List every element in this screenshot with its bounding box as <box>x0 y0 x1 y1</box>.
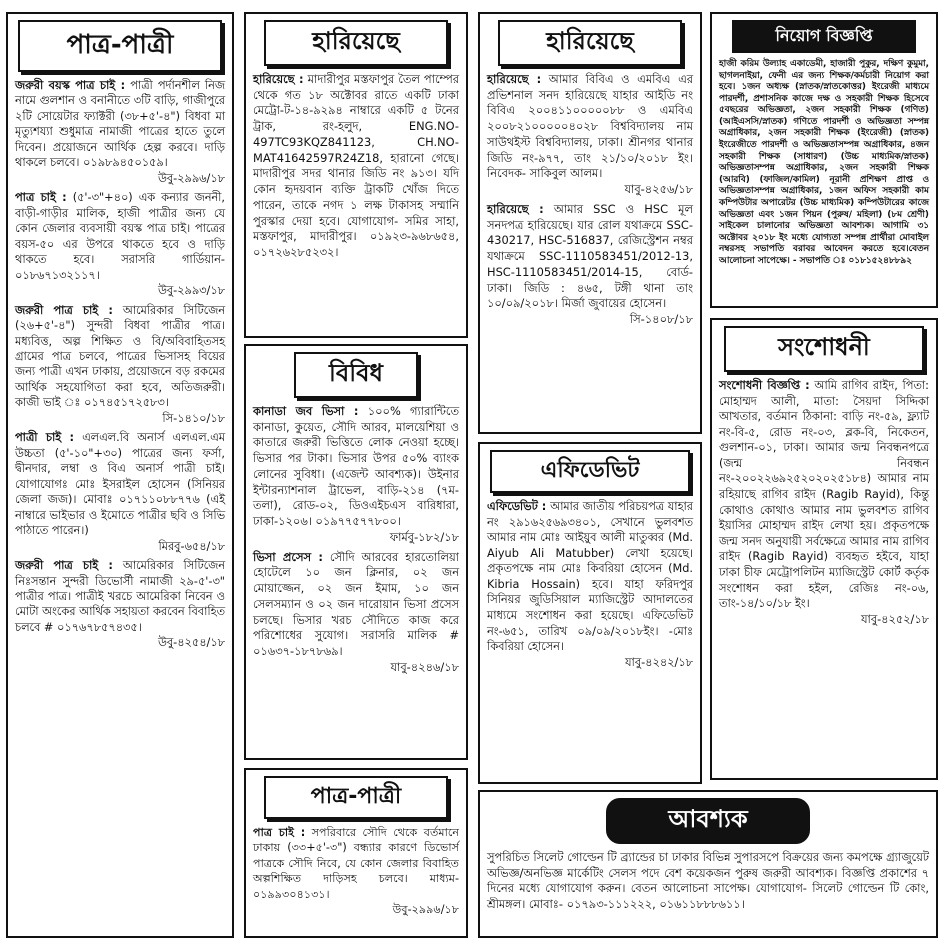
ad-lead: জরুরী পাত্র চাই : <box>15 303 113 317</box>
ad-body: সৌদি আরবের হারতোলিয়া হোটেলে ১০ জন ক্লিনার, ০২ জন মোয়াজ্জেন, ০২ জন ইমাম, ১০ জন সেলসম্যান ও ০২ জন দারোয়ান ভিসা প্রসেস চলছে। ভিসার খরচ সৌদিতে কাজ করে পরিশোধের সুযোগ। সরাসরি মালিক # ০১৬৩৭-১৮৭৮৬৯। <box>253 549 459 659</box>
ad-body: আমার SSC ও HSC মূল সনদপত্র হারিয়েছে। যার রোল যথাক্রমে SSC-430217, HSC-516837, রেজিস্ট্রেশন নম্বর যথাক্রমে SSC-1110583451/2012-13, HSC-1110583451/2014-15, বোর্ড-ঢাকা। জিডি : ৪৬৫, টঙ্গী থানা তাং ১০/০৯/২০১৮। মির্জা জুবায়ের হোসেন। <box>487 201 693 311</box>
ad-lead: কানাডা জব ভিসা : <box>253 404 359 418</box>
ad-body: আমার বিবিএ ও এমবিএ এর প্রভিশনাল সনদ হারিয়েছে যাহার আইডি নং বিবিএ ২০০৪১১০০০০০৮৮ ও এমবিএ ২০০৮২১০০০০০৪০২৮ বিশ্ববিদ্যালয় নাম সাউথইস্ট বিশ্ববিদ্যালয়, ঢাকা। শ্রীনগর থানার জিডি নং-৯৭৭, তাং ২১/১০/২০১৮ ইং। নিবেদক- সাকিবুল আলম। <box>487 72 694 181</box>
ad-lead: এফিডেভিট : <box>487 500 547 513</box>
ad-body: আমি রাগিব রাইদ, পিতা: মোহাম্মদ আলী, মাতা: সৈয়দা সিদ্দিকা আখতার, বর্তমান ঠিকানা: বাড়ি নং-৫৯, ফ্ল্যাট নং-বি-৫, রোড নং-০৩, ব্লক-বি, নিকেতন, গুলশান-০১, ঢাকা। আমার জন্ম নিবন্ধনপত্রে (জন্ম নিবন্ধন নং-২০০২২৬৯২৫২০২০২৫১৮৪) আমার নাম রহিয়াছে রাগিব রাইদ (Ragib Rayid), কিন্তু কোথাও কোথাও আমার নাম ভুলবশত রাগিব ইয়াসির মোহাম্মদ রাইদ লেখা হয়। প্রকৃতপক্ষে জন্ম সনদ অনুযায়ী সর্বক্ষেত্রে আমার নাম রাগিব রাইদ (Ragib Rayid) ব্যবহৃত হইবে, যাহা ঢাকা চীফ মেট্রোপলিটন ম্যাজিস্ট্রেট কোর্ট কর্তৃক সংশোধন করা হইল, রেজিঃ নং-০৬, তাং-১৪/১০/১৮ ইং। <box>719 379 929 611</box>
ad-ref: যাবু-৪২৪৬/১৮ <box>390 659 459 674</box>
ad-lead: সংশোধনী বিজ্ঞপ্তি : <box>719 379 810 392</box>
ad-lead: জরুরী বয়স্ক পাত্র চাই : <box>15 79 126 92</box>
ad-item <box>15 190 225 298</box>
ad-ref: সি-১৪০৮/১৮ <box>629 312 693 327</box>
ad-item <box>253 72 459 261</box>
col2-top-header: হারিয়েছে <box>264 20 448 66</box>
col1-header: পাত্র-পাত্রী <box>18 20 222 72</box>
col3-bot-ads <box>480 497 700 676</box>
ad-lead: হারিয়েছে : <box>253 72 304 86</box>
col3-bot-header: এফিডেভিট <box>490 450 690 493</box>
col2-top-box <box>244 12 468 338</box>
ad-ref: যাবু-৪২৪২/১৮ <box>625 655 693 669</box>
ad-lead: ভিসা প্রসেস : <box>253 549 323 564</box>
ad-body: আমেরিকার সিটিজেন নিঃসন্তান সুন্দরী ডিভোর্সী নামাজী ২৯-৫'-৩" পাত্রীর পাত্র। পাত্রীই খরচে আমেরিকা নিবেন ও মোটা অংকের আর্থিক সহায়তা করবেন বিবাহিত চলবে # ০১৭৬৭৮৫৭৪৩৫। <box>15 559 225 634</box>
col3-top-header: হারিয়েছে <box>498 20 682 66</box>
ad-item <box>253 550 459 676</box>
col2-bot-header: পাত্র-পাত্রী <box>264 776 448 819</box>
ad-item <box>487 202 693 328</box>
ad-ref: উবু-৪২৫৪/১৮ <box>158 636 225 650</box>
ad-item <box>253 404 459 546</box>
ad-lead: পাত্র চাই : <box>253 826 306 839</box>
col4-bot-ad <box>712 376 936 629</box>
ad-body: মাদারীপুর মস্তফাপুর তৈল পাম্পের থেকে গত ১৮ অক্টোবর রাতে একটি ঢাকা মেট্রো-ট-১৪-৯২৯৪ নাম্বারে একটি ৫ টনের ট্রাক, রং-হলুদ, ENG.NO-497TC93KQZ841123, CH.NO-MAT41642597R24Z18, হারানো গেছে। মাদারীপুর সদর থানার জিডি নং ৯১৩। যদি কোন হৃদয়বান ব্যক্তি ট্রাকটি খোঁজ দিতে পারেন, তাকে নগদ ১ লক্ষ টাকাসহ সম্মানি পুরস্কার দেয়া হবে। যোগাযোগ- সমির সাহা, মস্তফাপুর, মাদারীপুর। ০১৯২৩-৯৬৮৬৫৪, ০১৭২৬২৮৫২৩২। <box>253 72 459 260</box>
col2-mid-ads <box>246 402 466 681</box>
ad-item <box>15 303 225 427</box>
ad-body: সপরিবারে সৌদি থেকে বর্তমানে ঢাকায় (৩৩+৫'-৩") বন্ধ্যার কারণে ডিভোর্স পাত্রকে সৌদি নিবে, যে কোন জেলার বিবাহিত অল্পশিক্ষিত দাড়িসহ চলবে। মাধ্যম- ০১৯৯৩০৪১৩১। <box>253 826 459 901</box>
ad-item <box>15 558 225 651</box>
col3-bot-box <box>478 442 702 784</box>
ad-lead: পাত্রী চাই : <box>15 431 75 445</box>
bottom-box <box>478 790 938 938</box>
ad-ref: উবু-২৯৯৬/১৮ <box>158 171 225 185</box>
ad-item <box>253 825 459 918</box>
ad-ref: ফার্মবু-১৮২/১৮ <box>389 529 459 544</box>
col4-top-header: নিয়োগ বিজ্ঞপ্তি <box>732 20 916 53</box>
col1-ads <box>8 76 232 657</box>
ad-body: আমার জাতীয় পরিচয়পত্র যাহার নং ২৯১৬২৫৬৯৩৪০১, সেখানে ভুলবশত আমার নাম মোঃ আইয়ুব আলী মাতুব্বর (Md. Aiyub Ali Matubber) লেখা হয়েছে। প্রকৃতপক্ষে নাম মোঃ কিবরিয়া হোসেন (Md. Kibria Hossain) হবে। যাহা ফরিদপুর সিনিয়র জুডিসিয়াল ম্যাজিস্ট্রেট আদালতের মাধ্যমে সংশোধন করা হয়েছে। এফিডেভিট নং-৬৫১, তারিখ ০৯/০৯/২০১৮ইং। -মোঃ কিবরিয়া হোসেন। <box>487 500 693 654</box>
ad-ref: যাবু-৪২৫৬/১৮ <box>624 182 693 197</box>
ad-item <box>15 78 225 186</box>
col2-top-ads <box>246 70 466 267</box>
ad-ref: উবু-২৯৯৬/১৮ <box>392 903 459 917</box>
ad-body: আমেরিকার সিটিজেন (২৬+৫'-৪") সুন্দরী বিধবা পাত্রীর পাত্র। মধ্যবিত্ত, অল্প শিক্ষিত ও বি/অবিবাহিতসহ গ্রামের পাত্র চলবে, পাত্রের ভিসাসহ বিয়ের জন্য পাত্রী এখন ঢাকায়, প্রয়োজনে বড় রকমের আর্থিক সহযোগিতা করা হবে, অতিজরুরী। কাজী ভাই ঃ ০১৭৪৫১৭২৫৮৩। <box>15 303 225 410</box>
col4-top-box <box>710 12 938 308</box>
ad-body: এলএল.বি অনার্স এলএল.এম উচ্চতা (৫'-১০"+৩০) পাত্রের জন্য ফর্সা, দ্বীনদার, লম্বা ও বিএ অনার্স পাত্রী চাই। যোগাযোগঃ মোঃ ইসরাইল হোসেন (সিনিয়র জেলা জজ)। মোবাঃ ০১৭১১০৮৮৭৭৬ (এই নাম্বারে ভাইভার ও ইমোতে পাত্রীর ছবি ও সিভি পাঠাতে পারেন।) <box>15 431 226 538</box>
col1-box <box>6 12 234 938</box>
ad-body: পাত্রী পর্দানশীল নিজ নামে গুলশান ও বনানীতে ৩টি বাড়ি, গাজীপুরে ২টি সোয়েটার ফ্যাক্টরী (৩৮+৫'-৪") বিধবা মা মৃত্যুশয্যা শুধুমাত্র নামাজী পাত্রের হাতে তুলে দিবেন। প্রয়োজনে আর্থিক হেল্প করবে। দাড়ি থাকলে চলবে। ০১৯৮৯৪৫০১৫৯। <box>15 79 226 170</box>
ad-lead: হারিয়েছে : <box>487 201 544 216</box>
ad-lead: হারিয়েছে : <box>487 72 542 86</box>
col4-top-body: হাজী করিম উল্যাহ একাডেমী, হাজারী পুকুর, দক্ষিণ কুমুমা, ছাগলনাইয়া, ফেনী এর জন্য শিক্ষক/কর্মচারী নিয়োগ করা হবে। ১জন অধ্যক্ষ (স্নাতক/স্নাতকোত্তর) ইংরেজী মাধ্যমে পারদর্শী, প্রশাসনিক কাজে দক্ষ ও সহকারী শিক্ষক হিসেবে ৫বছরের অভিজ্ঞতা, ২জন সহকারী শিক্ষক (গণিত) (আইএসসি/স্নাতক) গণিতে পারদর্শী ও অভিজ্ঞতা সম্পন্ন অগ্রাধিকার, ২জন সহকারী শিক্ষক (ইংরেজী) (স্নাতক) ইংরেজীতে পারদর্শী ও অভিজ্ঞতাসম্পন্ন অগ্রাধিকার, ৪জন সহকারী শিক্ষক (সাধারণ) (উচ্চ মাধ্যমিক/স্নাতক) অভিজ্ঞতাসম্পন্ন অগ্রাধিকার, ২জন সহকারী শিক্ষক (আরবি) (ফাজিল/কামিল) নূরানী প্রশিক্ষণ প্রাপ্ত ও অভিজ্ঞতাসম্পন্ন অগ্রাধিকার, ১জন অফিস সহকারী কাম কম্পিউটার অপারেটর (উচ্চ মাধ্যমিক) কম্পিউটারের কাজে অভিজ্ঞতা এবং ১জন পিয়ন (পুরুষ/ মহিলা) (৮ম শ্রেণী) সাইকেল চালানোর অভিজ্ঞতা আবশ্যক। আগামি ৩১ অক্টোবর ২০১৮ ইং মধ্যে যোগ্যতা সম্পন্ন প্রার্থীরা মোবাইল নম্বরসহ সভাপতি বরাবর আবেদন করতে হবে।বেতন আলোচনা সাপেক্ষে। - সভাপতি ঃ ০১৮১৫২৪৮৮৯২ <box>719 59 929 266</box>
col2-mid-box <box>244 344 468 760</box>
col4-bot-header: সংশোধনী <box>724 326 924 372</box>
col3-top-ads <box>480 70 700 334</box>
ad-body: (৫'-৩"+৪০) এক কন্যার জননী, বাড়ী-গাড়ীর মালিক, হাজী পাত্রীর জন্য যে কোন জেলার ব্যবসায়ী বয়স্ক পাত্র চাই। পাত্রের বয়স-৫০ এর উপরে থাকতে হবে ও দাড়ি থাকতে হবে। সরাসরি গার্ডিয়ান- ০১৮৬৭১৩২১১৭। <box>15 191 225 282</box>
col4-bot-box <box>710 318 938 780</box>
ad-ref: যাবু-৪২৫২/১৮ <box>861 612 929 626</box>
ad-body: ১০০% গ্যারান্টিতে কানাডা, কুয়েত, সৌদি আরব, মালয়েশিয়া ও কাতারে জরুরী ভিত্তিতে লোক নেওয়া হচ্ছে। ভিসার পর টাকা। ভিসার উপর ৫০% ব্যাংক লোনের সুবিধা। (এজেন্ট আবশ্যক)। উইনার ইন্টারন্যাশনাল ট্রাভেল, বাড়ি-২১৪ (৭ম-তলা), রোড-০২, ডিওএইচএস বারিধারা, ঢাকা-১২০৬। ০১৯৭৭৫৭৭৮০০। <box>253 404 459 529</box>
col3-top-box <box>478 12 702 434</box>
bottom-header: আবশ্যক <box>606 798 810 844</box>
col2-mid-header: বিবিধ <box>294 352 418 398</box>
ad-lead: জরুরী পাত্র চাই : <box>15 559 113 573</box>
ad-ref: মিরবু-৬৫৪/১৮ <box>158 539 225 553</box>
ad-item <box>487 72 693 198</box>
ad-ref: সি-১৪১০/১৮ <box>162 411 225 425</box>
col2-bot-box <box>244 768 468 938</box>
ad-item <box>15 430 225 554</box>
ad-lead: পাত্র চাই : <box>15 191 67 205</box>
bottom-body: সুপরিচিত সিলেট গোল্ডেন টি ব্র্যান্ডের চা ঢাকার বিভিন্ন সুপারসপে বিক্রয়ের জন্য কমপক্ষে গ্র্যাজুয়েট অভিজ্ঞ/অনভিজ্ঞ মার্কেটিং সেলস পদে বেশ কয়েকজন পুরুষ জরুরী আবশ্যক। বিজ্ঞপ্তি প্রকাশের ৭ দিনের মধ্যে যোগাযোগ করুন। বেতন আলোচনা সাপেক্ষ। যোগাযোগ- সিলেট গোল্ডেন টি কোং, শ্রীমঙ্গল। মোবাঃ- ০১৭৯৩-১১১২২২, ০১৬১১৮৮৮৬১১। <box>487 850 929 912</box>
ad-item <box>487 499 693 670</box>
col2-bot-ads <box>246 823 466 924</box>
ad-ref: উবু-২৯৯৩/১৮ <box>158 284 225 298</box>
